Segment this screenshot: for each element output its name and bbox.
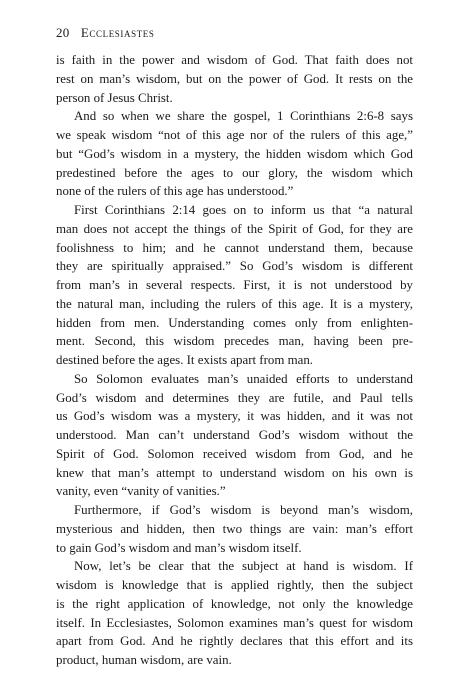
text-line: the natural man, including the rulers of this age. It is a mystery, <box>56 296 413 311</box>
text-line: First Corinthians 2:14 goes on to inform us that “a natural <box>74 203 413 217</box>
text-line: hidden from men. Understanding comes only from enlighten- <box>56 315 413 330</box>
paragraph <box>56 201 413 370</box>
paragraph <box>56 370 413 501</box>
text-line: understood. Man can’t understand God’s wisdom without the <box>56 428 413 442</box>
paragraph <box>56 107 413 201</box>
text-line: foolishness to him; and he cannot understand them, because <box>56 240 413 255</box>
text-line: but “God’s wisdom in a mystery, the hidden wisdom which God <box>56 146 413 161</box>
text-line: itself. In Ecclesiastes, Solomon examines man’s quest for wisdom <box>56 615 413 630</box>
text-line: Now, let’s be clear that the subject at hand is wisdom. If <box>74 559 413 574</box>
paragraph <box>56 501 413 557</box>
text-line: ment. Second, this wisdom precedes man, having been pre- <box>56 334 413 349</box>
text-line: none of the rulers of this age has understood.” <box>56 184 294 199</box>
text-line: us God’s wisdom was a mystery, it was hidden, and it was not <box>56 409 413 424</box>
running-head <box>56 25 155 41</box>
text-line: wisdom is knowledge that is applied rightly, then the subject <box>56 578 413 592</box>
text-line: is faith in the power and wisdom of God. That faith does not <box>56 53 413 67</box>
text-line: Furthermore, if God’s wisdom is beyond man’s wisdom, <box>74 503 413 517</box>
paragraph <box>56 557 413 670</box>
text-line: man does not accept the things of the Spirit of God, for they are <box>56 221 413 236</box>
text-line: we speak wisdom “not of this age nor of the rulers of this age,” <box>56 128 413 142</box>
text-line: knew that man’s attempt to understand wisdom on his own is <box>56 465 413 480</box>
text-line: product, human wisdom, are vain. <box>56 653 232 667</box>
text-line: to gain God’s wisdom and man’s wisdom itself. <box>56 540 302 555</box>
text-line: person of Jesus Christ. <box>56 90 173 105</box>
text-line: destined before the ages. It exists apart from man. <box>56 353 314 367</box>
text-line: God’s wisdom and determines they are futile, and Paul tells <box>56 390 413 405</box>
text-line: from man’s in several respects. First, it is not understood by <box>56 278 413 292</box>
text-line: apart from God. And he rightly declares that this effort and its <box>56 634 413 649</box>
text-line: Spirit of God. Solomon received wisdom from God, and he <box>56 446 413 461</box>
text-line: they are spiritually appraised.” So God’s wisdom is different <box>56 259 413 274</box>
text-line: predestined before the ages to our glory, the wisdom which <box>56 165 413 180</box>
page-number: 20 <box>56 25 70 40</box>
paragraph <box>56 51 413 107</box>
text-line: is the right application of knowledge, not only the knowledge <box>56 596 413 611</box>
body-text <box>56 51 413 670</box>
text-line: And so when we share the gospel, 1 Corinthians 2:6-8 says <box>74 109 413 124</box>
text-line: vanity, even “vanity of vanities.” <box>56 484 226 499</box>
text-line: mysterious and hidden, then two things are vain: man’s effort <box>56 521 413 536</box>
book-title: Ecclesiastes <box>80 25 155 40</box>
text-line: rest on man’s wisdom, but on the power of God. It rests on the <box>56 71 413 86</box>
text-line: So Solomon evaluates man’s unaided efforts to understand <box>74 371 413 386</box>
